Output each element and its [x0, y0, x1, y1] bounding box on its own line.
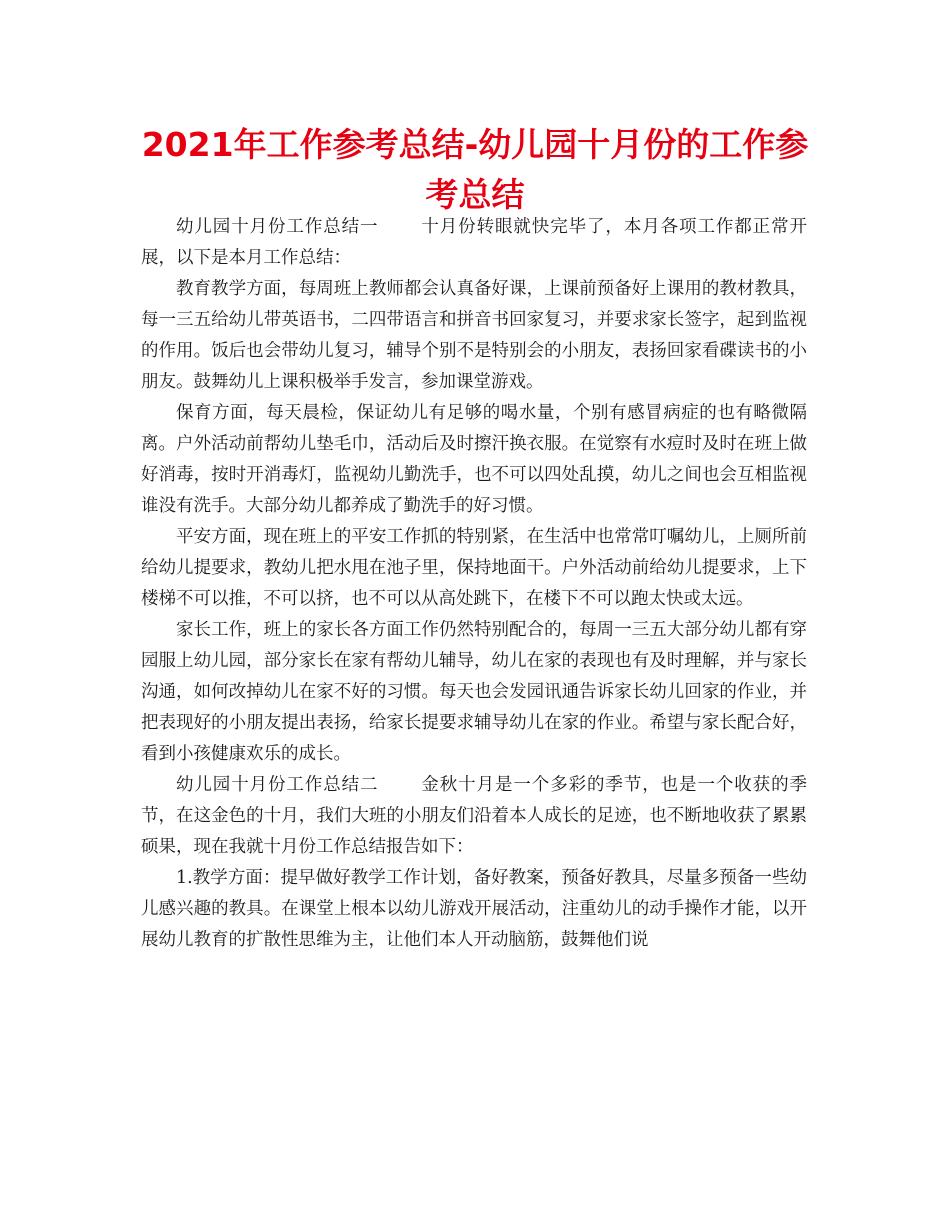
paragraph [141, 615, 807, 770]
paragraph-text: 平安方面，现在班上的平安工作抓的特别紧，在生活中也常常叮嘱幼儿，上厕所前给幼儿提要求，教幼儿把水甩在池子里，保持地面干。户外活动前给幼儿提要求，上下楼梯不可以推，不可以挤，也不可以从高处跳下，在楼下不可以跑太快或太远。 [141, 527, 807, 609]
paragraph [141, 212, 807, 274]
paragraph-text: 保育方面，每天晨检，保证幼儿有足够的喝水量，个别有感冒病症的也有略微隔离。户外活动前帮幼儿垫毛巾，活动后及时擦汗换衣服。在觉察有水痘时及时在班上做好消毒，按时开消毒灯，监视幼儿勤洗手，也不可以四处乱摸，幼儿之间也会互相监视谁没有洗手。大部分幼儿都养成了勤洗手的好习惯。 [141, 403, 807, 516]
paragraph-text: 教育教学方面，每周班上教师都会认真备好课，上课前预备好上课用的教材教具，每一三五给幼儿带英语书，二四带语言和拼音书回家复习，并要求家长签字，起到监视的作用。饭后也会带幼儿复习，辅导个别不是特别会的小朋友，表扬回家看碟读书的小朋友。鼓舞幼儿上课积极举手发言，参加课堂游戏。 [141, 279, 807, 392]
paragraph [141, 863, 807, 956]
paragraph-text: 1.教学方面：提早做好教学工作计划，备好教案，预备好教具，尽量多预备一些幼儿感兴趣的教具。在课堂上根本以幼儿游戏开展活动，注重幼儿的动手操作才能，以开展幼儿教育的扩散性思维为主，让他们本人开动脑筋，鼓舞他们说 [141, 868, 807, 950]
paragraph [141, 274, 807, 398]
section-heading: 幼儿园十月份工作总结二 [176, 775, 379, 795]
paragraph [141, 398, 807, 522]
section-heading: 幼儿园十月份工作总结一 [176, 217, 379, 237]
paragraph-text: 十月份转眼就快完毕了，本月各项工作都正常开展，以下是本月工作总结： [141, 217, 807, 268]
paragraph-text: 家长工作，班上的家长各方面工作仍然特别配合的，每周一三五大部分幼儿都有穿园服上幼儿园，部分家长在家有帮幼儿辅导，幼儿在家的表现也有及时理解，并与家长沟通，如何改掉幼儿在家不好的习惯。每天也会发园讯通告诉家长幼儿回家的作业，并把表现好的小朋友提出表扬，给家长提要求辅导幼儿在家的作业。希望与家长配合好，看到小孩健康欢乐的成长。 [141, 620, 807, 764]
paragraph [141, 770, 807, 863]
document-body [141, 212, 807, 956]
paragraph [141, 522, 807, 615]
document-title: 2021年工作参考总结-幼儿园十月份的工作参考总结 [141, 125, 809, 214]
paragraph-text: 金秋十月是一个多彩的季节，也是一个收获的季节，在这金色的十月，我们大班的小朋友们沿着本人成长的足迹，也不断地收获了累累硕果，现在我就十月份工作总结报告如下： [141, 775, 807, 857]
